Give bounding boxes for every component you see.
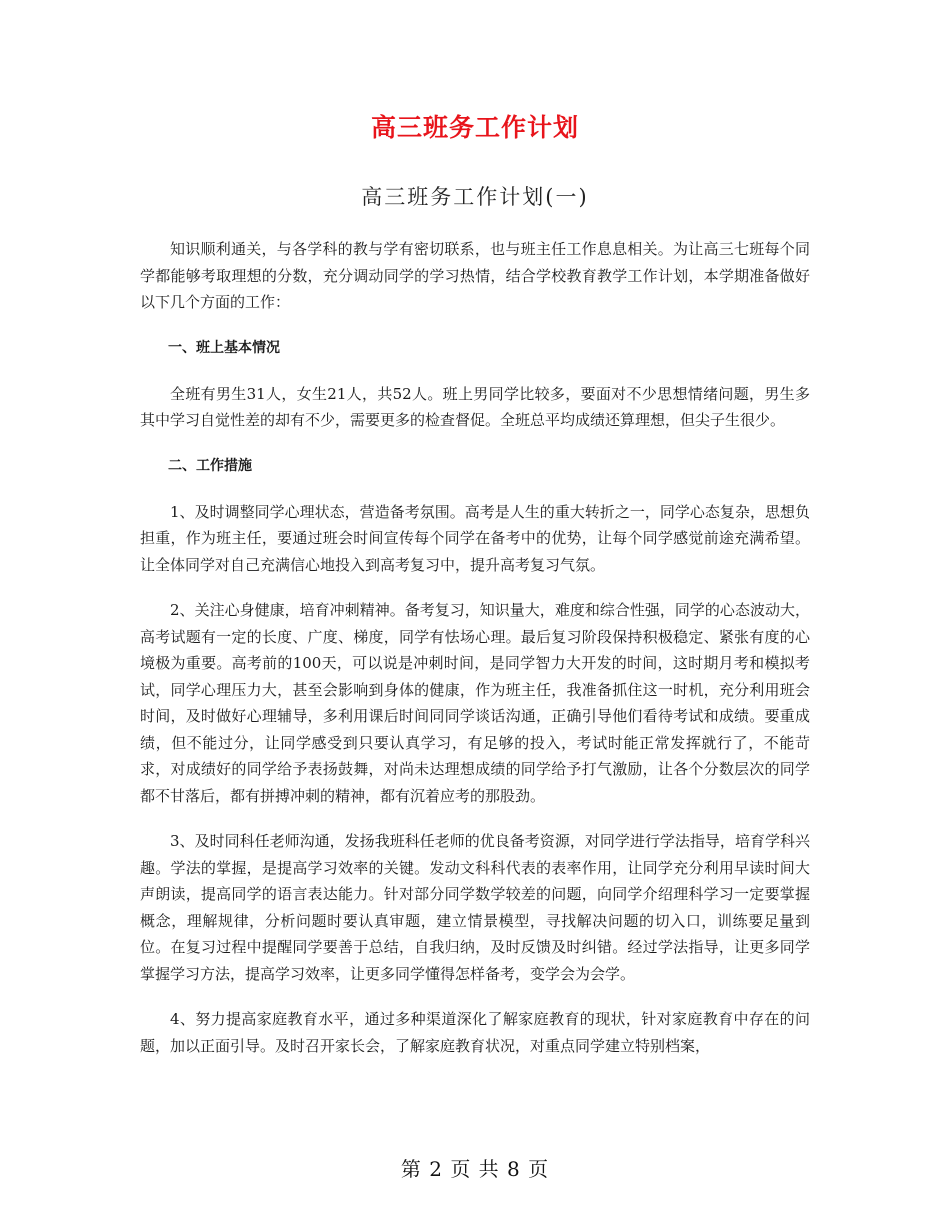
document-subtitle: 高三班务工作计划(一) — [361, 185, 589, 209]
basic-situation-paragraph: 全班有男生31人，女生21人，共52人。班上男同学比较多，要面对不少思想情绪问题，男生多其中学习自觉性差的却有不少，需要更多的检查督促。全班总平均成绩还算理想，但尖子生很少。 — [140, 384, 810, 429]
measure-paragraph-1: 1、及时调整同学心理状态，营造备考氛围。高考是人生的重大转折之一，同学心态复杂，思想负担重，作为班主任，要通过班会时间宣传每个同学在备考中的优势，让每个同学感觉前途充满希望。让全体同学对自己充满信心地投入到高考复习中，提升高考复习气氛。 — [140, 502, 810, 574]
document-body — [140, 236, 810, 1078]
page-number-footer: 第 2 页 共 8 页 — [400, 1157, 550, 1181]
section-heading-work-measures: 二、工作措施 — [168, 457, 252, 474]
measure-paragraph-2: 2、关注心身健康，培育冲刺精神。备考复习，知识量大，难度和综合性强，同学的心态波动大，高考试题有一定的长度、广度、梯度，同学有怯场心理。最后复习阶段保持积极稳定、紧张有度的心境极为重要。高考前的100天，可以说是冲刺时间，是同学智力大开发的时间，这时期月考和模拟考试，同学心理压力大，甚至会影响到身体的健康，作为班主任，我准备抓住这一时机，充分利用班会时间，及时做好心理辅导，多利用课后时间同同学谈话沟通，正确引导他们看待考试和成绩。要重成绩，但不能过分，让同学感受到只要认真学习，有足够的投入，考试时能正常发挥就行了，不能苛求，对成绩好的同学给予表扬鼓舞，对尚未达理想成绩的同学给予打气激励，让各个分数层次的同学都不甘落后，都有拼搏冲刺的精神，都有沉着应考的那股劲。 — [140, 601, 810, 805]
intro-paragraph: 知识顺利通关，与各学科的教与学有密切联系，也与班主任工作息息相关。为让高三七班每个同学都能够考取理想的分数，充分调动同学的学习热情，结合学校教育教学工作计划，本学期准备做好以下几个方面的工作： — [140, 240, 810, 311]
measure-paragraph-4: 4、努力提高家庭教育水平，通过多种渠道深化了解家庭教育的现状，针对家庭教育中存在的问题，加以正面引导。及时召开家长会，了解家庭教育状况，对重点同学建立特别档案， — [140, 1010, 810, 1055]
measure-paragraph-3: 3、及时同科任老师沟通，发扬我班科任老师的优良备考资源，对同学进行学法指导，培育学科兴趣。学法的掌握，是提高学习效率的关键。发动文科科代表的表率作用，让同学充分利用早读时间大声朗读，提高同学的语言表达能力。针对部分同学数学较差的问题，向同学介绍理科学习一定要掌握概念，理解规律，分析问题时要认真审题，建立情景模型，寻找解决问题的切入口，训练要足量到位。在复习过程中提醒同学要善于总结，自我归纳，及时反馈及时纠错。经过学法指导，让更多同学掌握学习方法，提高学习效率，让更多同学懂得怎样备考，变学会为会学。 — [140, 832, 810, 983]
section-heading-basic-situation: 一、班上基本情况 — [168, 339, 280, 356]
document-title: 高三班务工作计划 — [370, 113, 579, 142]
